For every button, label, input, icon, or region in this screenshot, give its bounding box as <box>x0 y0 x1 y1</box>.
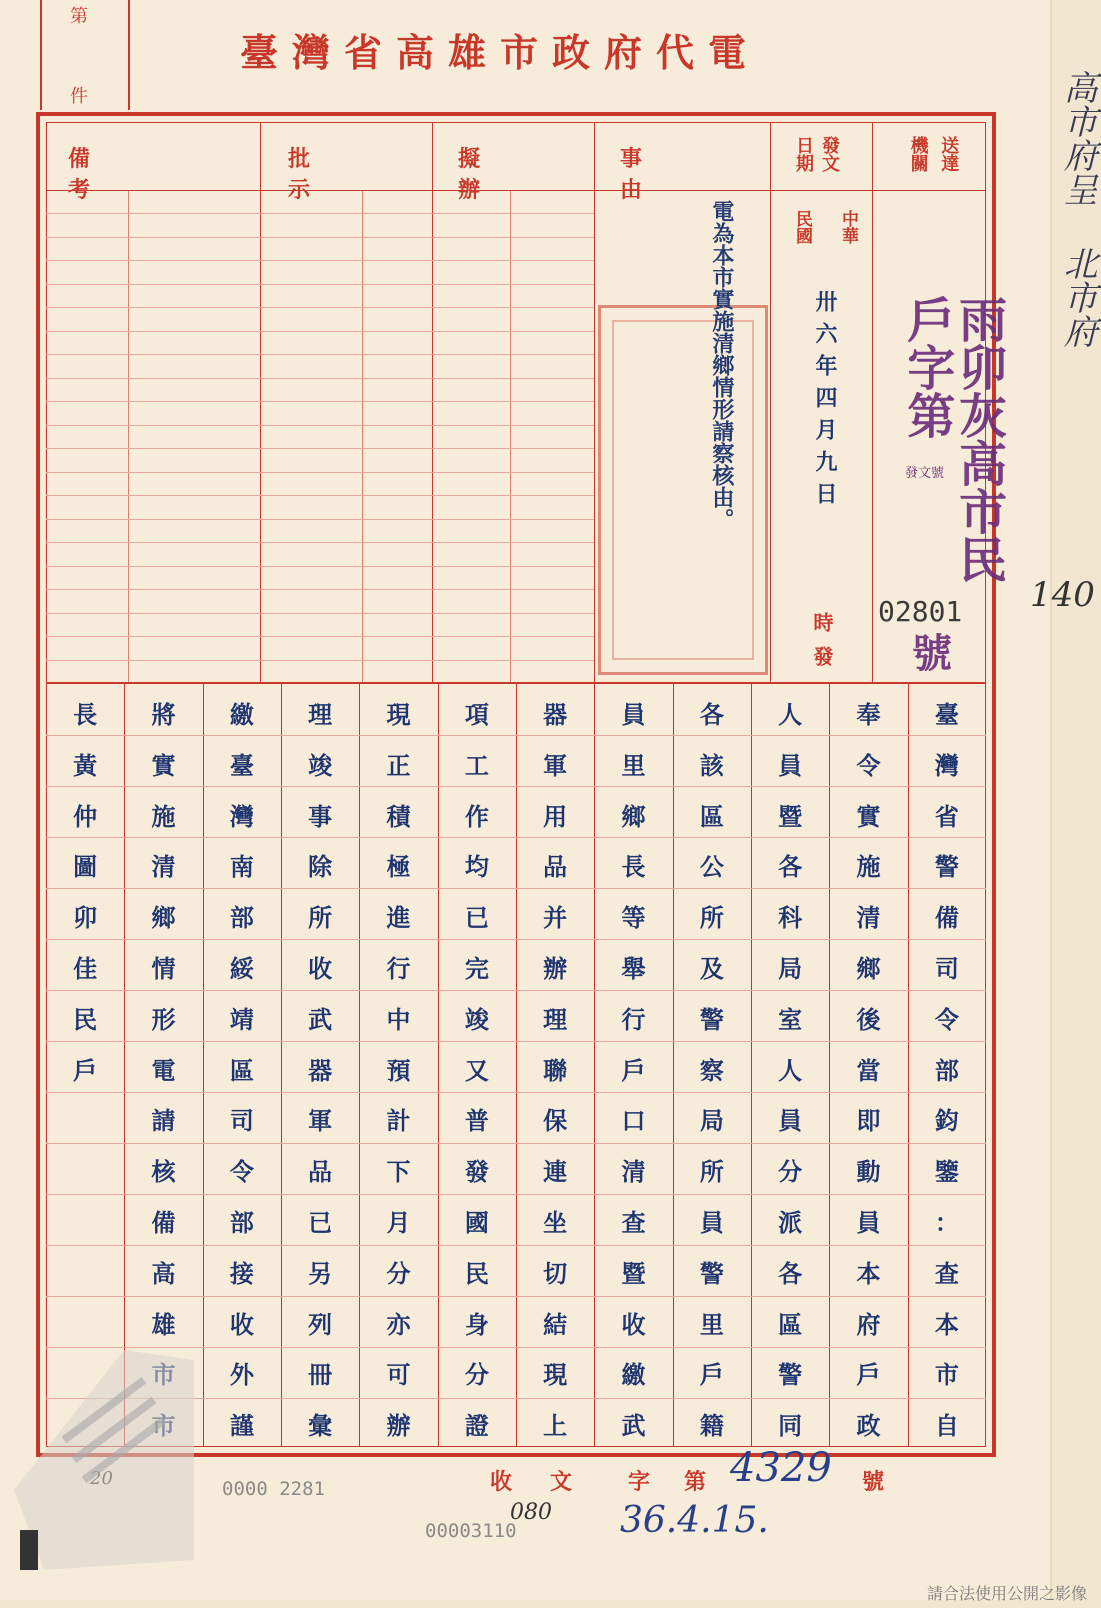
upper-grid-line <box>46 354 594 355</box>
body-char: 鄉 <box>621 801 646 831</box>
body-char: 施 <box>151 801 176 831</box>
upper-grid-line <box>46 660 594 661</box>
body-char: 黃 <box>73 750 98 780</box>
upper-grid-line <box>46 307 594 308</box>
body-column <box>908 690 986 1452</box>
small-handwritten-number: 080 <box>510 1500 552 1525</box>
date-time-label: 時發 <box>810 612 834 680</box>
body-char: 繳 <box>621 1360 646 1390</box>
body-char: 南 <box>229 852 254 882</box>
upper-grid-line <box>46 472 594 473</box>
body-char: 臺 <box>934 700 959 729</box>
body-char: 事 <box>308 801 333 831</box>
corner-line-right <box>128 0 130 110</box>
body-char: 即 <box>856 1106 881 1136</box>
body-char: 科 <box>778 903 803 933</box>
body-char: 圖 <box>73 852 98 882</box>
body-char: 軍 <box>308 1106 333 1136</box>
body-char: 警 <box>699 1258 724 1288</box>
body-char: 所 <box>699 903 724 933</box>
body-char: 各 <box>778 852 803 882</box>
body-char: 局 <box>699 1106 724 1136</box>
archive-logo <box>4 1320 204 1580</box>
body-char: 里 <box>621 750 646 780</box>
body-char: 區 <box>699 801 724 831</box>
body-char: 雄 <box>151 1309 176 1339</box>
body-char: 仲 <box>73 801 98 831</box>
upper-grid-line <box>46 213 594 214</box>
body-char: 公 <box>699 852 724 882</box>
body-char: 該 <box>699 750 724 780</box>
body-char: 切 <box>543 1258 568 1288</box>
date-header-label: 發文日期 <box>793 136 840 172</box>
body-char: 冊 <box>308 1360 333 1390</box>
body-column <box>438 690 516 1452</box>
body-char: 竣 <box>464 1004 489 1034</box>
handwritten-receive-date: 36.4.15. <box>620 1500 769 1541</box>
upper-grid-line <box>46 636 594 637</box>
upper-grid-line <box>46 378 594 379</box>
body-char: 府 <box>856 1309 881 1339</box>
body-char: 辦 <box>543 953 568 983</box>
body-char: 武 <box>308 1004 333 1034</box>
body-char: 員 <box>699 1207 724 1237</box>
serial-stamp-2: 00003110 <box>425 1520 517 1542</box>
body-char: 所 <box>308 903 333 933</box>
body-char: 發 <box>464 1157 489 1187</box>
body-char: 鄉 <box>151 903 176 933</box>
body-char: 部 <box>934 1055 959 1085</box>
body-char: 將 <box>151 700 176 729</box>
date-header <box>790 136 865 191</box>
body-char: 人 <box>778 1055 803 1085</box>
date-era-2: 民國 <box>792 210 812 244</box>
body-char: 用 <box>543 801 568 831</box>
body-char: 舉 <box>621 953 646 983</box>
body-char: 中 <box>386 1004 411 1034</box>
body-char: 可 <box>386 1360 411 1390</box>
body-char: 結 <box>543 1309 568 1339</box>
body-char: 員 <box>778 750 803 780</box>
body-char: 現 <box>386 700 411 729</box>
stamp-suffix: 號 <box>912 630 952 677</box>
subject-text: 電為本市實施清鄉情形請察核由。 <box>708 200 735 530</box>
upper-grid-line <box>46 448 594 449</box>
body-char: 戶 <box>856 1360 881 1390</box>
corner-line-left <box>40 0 42 110</box>
body-char: 備 <box>934 903 959 933</box>
body-char: 戶 <box>621 1055 646 1085</box>
body-char: 司 <box>934 953 959 983</box>
date-value: 卅六年四月九日 <box>812 290 838 514</box>
body-char: 警 <box>699 1004 724 1034</box>
body-char: 民 <box>73 1004 98 1034</box>
upper-grid-line <box>46 260 594 261</box>
body-char: 行 <box>386 953 411 983</box>
body-char: 預 <box>386 1055 411 1085</box>
body-char: 證 <box>464 1411 489 1441</box>
body-char: 器 <box>308 1055 333 1085</box>
body-char: 戶 <box>699 1360 724 1390</box>
body-char: 竣 <box>308 750 333 780</box>
body-char: 戶 <box>73 1055 98 1085</box>
upper-grid-line <box>46 401 594 402</box>
body-char: 計 <box>386 1106 411 1136</box>
upper-vline <box>128 190 129 682</box>
body-char: 卯 <box>73 903 98 933</box>
body-char: 品 <box>543 852 568 882</box>
body-char: 國 <box>464 1207 489 1237</box>
body-char: 當 <box>856 1055 881 1085</box>
body-char: 進 <box>386 903 411 933</box>
body-char: 謹 <box>229 1411 254 1441</box>
footer-char-label: 字第 <box>628 1469 741 1495</box>
body-char: 鈞 <box>934 1106 959 1136</box>
body-char: 并 <box>543 903 568 933</box>
body-char: 月 <box>386 1207 411 1237</box>
draft-header: 擬辦 <box>458 146 551 203</box>
upper-vline <box>362 190 363 682</box>
body-char: 武 <box>621 1411 646 1441</box>
body-char: 部 <box>229 1207 254 1237</box>
body-char: 令 <box>934 1004 959 1034</box>
body-char: 所 <box>699 1157 724 1187</box>
body-char: 自 <box>934 1411 959 1441</box>
body-char: 理 <box>543 1004 568 1034</box>
upper-vline <box>432 122 433 682</box>
corner-label-2: 件 <box>70 86 88 107</box>
upper-grid-line <box>46 495 594 496</box>
upper-grid-line <box>46 519 594 520</box>
body-char: 灣 <box>934 750 959 780</box>
body-char: 各 <box>778 1258 803 1288</box>
body-char: 已 <box>464 903 489 933</box>
footer-receive-label: 收文 <box>490 1469 611 1495</box>
body-char: 灣 <box>229 801 254 831</box>
watermark-text: 請合法使用公開之影像 <box>926 1584 1087 1603</box>
handwritten-receive-number: 4329 <box>730 1445 832 1491</box>
body-column <box>46 690 124 1096</box>
body-char: 員 <box>856 1207 881 1237</box>
body-char: 長 <box>621 852 646 882</box>
recipient-header <box>902 136 982 197</box>
body-char: 普 <box>464 1106 489 1136</box>
body-char: 暨 <box>621 1258 646 1288</box>
body-char: 高 <box>151 1258 176 1288</box>
body-char: 奉 <box>856 700 881 729</box>
body-column <box>359 690 437 1452</box>
body-char: 清 <box>151 852 176 882</box>
upper-grid-line <box>46 613 594 614</box>
body-char: 外 <box>229 1360 254 1390</box>
corner-label-1: 第 <box>70 6 88 27</box>
body-char: 作 <box>464 801 489 831</box>
upper-grid-line <box>46 589 594 590</box>
body-char: 鑒 <box>934 1157 959 1187</box>
body-char: 收 <box>621 1309 646 1339</box>
instruction-header: 批示 <box>288 146 381 203</box>
body-column <box>751 690 829 1452</box>
body-char: 員 <box>778 1106 803 1136</box>
body-char: 口 <box>621 1106 646 1136</box>
body-char: 司 <box>229 1106 254 1136</box>
body-char: 身 <box>464 1309 489 1339</box>
body-char: 彙 <box>308 1411 333 1441</box>
body-char: 市 <box>934 1360 959 1390</box>
body-char: 項 <box>464 700 489 729</box>
body-char: 情 <box>151 953 176 983</box>
body-char: 靖 <box>229 1004 254 1034</box>
body-column <box>281 690 359 1452</box>
subject-header: 事由 <box>620 146 733 203</box>
body-char: 佳 <box>73 953 98 983</box>
body-char: 部 <box>229 903 254 933</box>
purple-stamp-small: 發文號 <box>905 466 945 481</box>
body-char: 後 <box>856 1004 881 1034</box>
body-char: 臺 <box>229 750 254 780</box>
body-char: 室 <box>778 1004 803 1034</box>
body-char: 局 <box>778 953 803 983</box>
body-char: 又 <box>464 1055 489 1085</box>
body-char: 清 <box>621 1157 646 1187</box>
body-char: 備 <box>151 1207 176 1237</box>
body-char: 同 <box>778 1411 803 1441</box>
stamp-number: 02801 <box>878 595 963 628</box>
body-char: 繳 <box>229 700 254 729</box>
body-char: 電 <box>151 1055 176 1085</box>
body-char: 行 <box>621 1004 646 1034</box>
body-char: 查 <box>934 1258 959 1288</box>
body-char: 品 <box>308 1157 333 1187</box>
body-char: 軍 <box>543 750 568 780</box>
footer-no-label: 號 <box>862 1469 885 1495</box>
body-char: 等 <box>621 903 646 933</box>
body-char: 分 <box>778 1157 803 1187</box>
body-char: 正 <box>386 750 411 780</box>
body-char: 警 <box>934 852 959 882</box>
body-char: 接 <box>229 1258 254 1288</box>
body-char: 動 <box>856 1157 881 1187</box>
body-char: 暨 <box>778 801 803 831</box>
upper-grid-line <box>46 542 594 543</box>
body-char: 區 <box>778 1309 803 1339</box>
body-char: 器 <box>543 700 568 729</box>
body-char: 里 <box>699 1309 724 1339</box>
body-char: 另 <box>308 1258 333 1288</box>
body-char: 各 <box>699 700 724 729</box>
margin-number: 140 <box>1030 575 1095 615</box>
body-char: 施 <box>856 852 881 882</box>
upper-grid-line <box>46 284 594 285</box>
body-char: 工 <box>464 750 489 780</box>
body-char: 除 <box>308 852 333 882</box>
body-char: 收 <box>308 953 333 983</box>
body-column <box>594 690 672 1452</box>
upper-vline <box>770 122 771 682</box>
date-era-1: 中華 <box>838 210 858 244</box>
body-char: 本 <box>856 1258 881 1288</box>
recipient-header-label: 送達機關 <box>907 136 960 172</box>
upper-grid-line <box>46 331 594 332</box>
body-column <box>673 690 751 1452</box>
body-char: 收 <box>229 1309 254 1339</box>
body-char: 形 <box>151 1004 176 1034</box>
body-char: 理 <box>308 700 333 729</box>
body-char: 上 <box>543 1411 568 1441</box>
body-char: 下 <box>386 1157 411 1187</box>
body-char: 察 <box>699 1055 724 1085</box>
body-char: 清 <box>856 903 881 933</box>
body-char: ： <box>934 1207 959 1237</box>
body-char: 完 <box>464 953 489 983</box>
body-char: 坐 <box>543 1207 568 1237</box>
margin-handwriting: 高市府呈 北市府 <box>1057 70 1098 348</box>
body-char: 保 <box>543 1106 568 1136</box>
body-char: 核 <box>151 1157 176 1187</box>
body-char: 亦 <box>386 1309 411 1339</box>
body-char: 辦 <box>386 1411 411 1441</box>
upper-grid-line <box>46 566 594 567</box>
body-char: 實 <box>856 801 881 831</box>
body-char: 籍 <box>699 1411 724 1441</box>
body-char: 人 <box>778 700 803 729</box>
body-char: 已 <box>308 1207 333 1237</box>
serial-stamp-1: 0000 2281 <box>222 1478 325 1500</box>
body-char: 區 <box>229 1055 254 1085</box>
body-char: 鄉 <box>856 953 881 983</box>
body-char: 及 <box>699 953 724 983</box>
body-char: 本 <box>934 1309 959 1339</box>
body-char: 請 <box>151 1106 176 1136</box>
document-title: 臺灣省高雄市政府代電 <box>240 30 761 75</box>
body-char: 連 <box>543 1157 568 1187</box>
body-char: 極 <box>386 852 411 882</box>
remark-header: 備考 <box>68 146 211 203</box>
body-char: 長 <box>73 700 98 729</box>
body-char: 實 <box>151 750 176 780</box>
body-char: 分 <box>464 1360 489 1390</box>
purple-stamp-text: 雨卯灰高市民戶字第 <box>898 295 1007 583</box>
upper-vline <box>510 190 511 682</box>
body-char: 員 <box>621 700 646 729</box>
body-char: 均 <box>464 852 489 882</box>
upper-vline <box>260 122 261 682</box>
body-char: 省 <box>934 801 959 831</box>
body-column <box>829 690 907 1452</box>
upper-grid-line <box>46 425 594 426</box>
body-char: 列 <box>308 1309 333 1339</box>
body-char: 警 <box>778 1360 803 1390</box>
body-char: 現 <box>543 1360 568 1390</box>
upper-vline <box>872 122 873 682</box>
body-char: 積 <box>386 801 411 831</box>
upper-vline <box>594 122 595 682</box>
body-char: 政 <box>856 1411 881 1441</box>
body-char: 令 <box>856 750 881 780</box>
body-column <box>516 690 594 1452</box>
body-char: 查 <box>621 1207 646 1237</box>
body-char: 分 <box>386 1258 411 1288</box>
body-char: 聯 <box>543 1055 568 1085</box>
body-char: 民 <box>464 1258 489 1288</box>
body-char: 綏 <box>229 953 254 983</box>
body-char: 令 <box>229 1157 254 1187</box>
body-column <box>203 690 281 1452</box>
body-char: 派 <box>778 1207 803 1237</box>
upper-grid-line <box>46 237 594 238</box>
